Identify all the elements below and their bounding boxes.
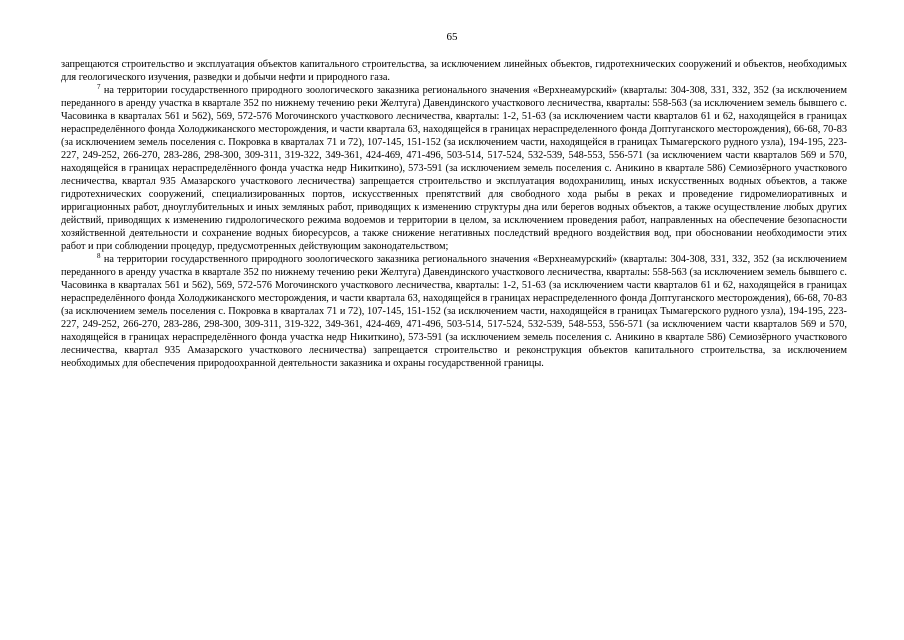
paragraph-continuation (61, 58, 847, 84)
paragraph-text: запрещаются строительство и эксплуатация объектов капитального строительства, за исключением линейных объектов, гидротехнических сооружений и объектов, необходимых для геологического изучения, разведки и добычи нефти и природного газа. (61, 59, 847, 83)
paragraph-text: на территории государственного природного зоологического заказника регионального значения «Верхнеамурский» (кварталы: 304-308, 331, 332, 352 (за исключением переданного в аренду участка в квартале 352 по нижнему течению реки Желтуга) Давендинского участкового лесничества, кварталы: 558-563 (за исключением земель бывшего с. Часовинка в кварталах 561 и 562), 569, 572-576 Могочинского участкового лесничества, кварталы: 1-2, 51-63 (за исключением части кварталов 61 и 62, находящейся в границах нераспределённого фонда Холоджиканского месторождения, и части квартала 63, находящейся в границах нераспределенного фонда Доптуганского месторождения), 66-68, 70-83 (за исключением земель поселения с. Покровка в кварталах 71 и 72), 107-145, 151-152 (за исключением части, находящейся в границах Тымагерского рудного узла), 194-195, 223-227, 249-252, 266-270, 283-286, 298-300, 309-311, 319-322, 349-361, 424-469, 471-496, 503-514, 517-524, 532-539, 548-553, 556-571 (за исключением части кварталов 569 и 570, находящейся в границах нераспределённого фонда участка недр Никиткино), 573-591 (за исключением земель поселения с. Аникино в квартале 586) Семиозёрного участкового лесничества, квартал 935 Амазарского участкового лесничества) запрещается строительство и эксплуатация водохранилищ, иных искусственных водных объектов, а также гидротехнических сооружений, специализированных портов, искусственных препятствий для свободного хода рыбы в реках и проведение гидромелиоративных и ирригационных работ, дноуглубительных и иных земляных работ, приводящих к изменению структуры дна или берегов водных объектов, а также осуществление любых других действий, приводящих к изменению гидрологического режима водоемов и территории в целом, за исключением проведения работ, направленных на обеспечение безопасности хозяйственной деятельности и сохранение водных биоресурсов, а также снижение негативных последствий вредного воздействия вод, при обосновании необходимости этих работ и при соблюдении процедур, предусмотренных действующим законодательством; (61, 85, 847, 252)
footnote-marker: 8 (97, 252, 101, 260)
document-body (61, 58, 847, 370)
footnote-marker: 7 (97, 83, 101, 91)
page-number: 65 (446, 31, 458, 43)
paragraph-text: на территории государственного природного зоологического заказника регионального значения «Верхнеамурский» (кварталы: 304-308, 331, 332, 352 (за исключением переданного в аренду участка в квартале 352 по нижнему течению реки Желтуга) Давендинского участкового лесничества, кварталы: 558-563 (за исключением земель бывшего с. Часовинка в кварталах 561 и 562), 569, 572-576 Могочинского участкового лесничества, кварталы: 1-2, 51-63 (за исключением части кварталов 61 и 62, находящейся в границах нераспределённого фонда Холоджиканского месторождения, и части квартала 63, находящейся в границах нераспределенного фонда Доптуганского месторождения), 66-68, 70-83 (за исключением земель поселения с. Покровка в кварталах 71 и 72), 107-145, 151-152 (за исключением части, находящейся в границах Тымагерского рудного узла), 194-195, 223-227, 249-252, 266-270, 283-286, 298-300, 309-311, 319-322, 349-361, 424-469, 471-496, 503-514, 517-524, 532-539, 548-553, 556-571 (за исключением части кварталов 569 и 570, находящейся в границах нераспределённого фонда участка недр Никиткино), 573-591 (за исключением земель поселения с. Аникино в квартале 586) Семиозёрного участкового лесничества, квартал 935 Амазарского участкового лесничества) запрещается строительство и реконструкция объектов капитального строительства, за исключением необходимых для обеспечения природоохранной деятельности заказника и охраны государственной границы. (61, 254, 847, 369)
paragraph-footnote-8 (61, 253, 847, 370)
paragraph-footnote-7 (61, 84, 847, 253)
